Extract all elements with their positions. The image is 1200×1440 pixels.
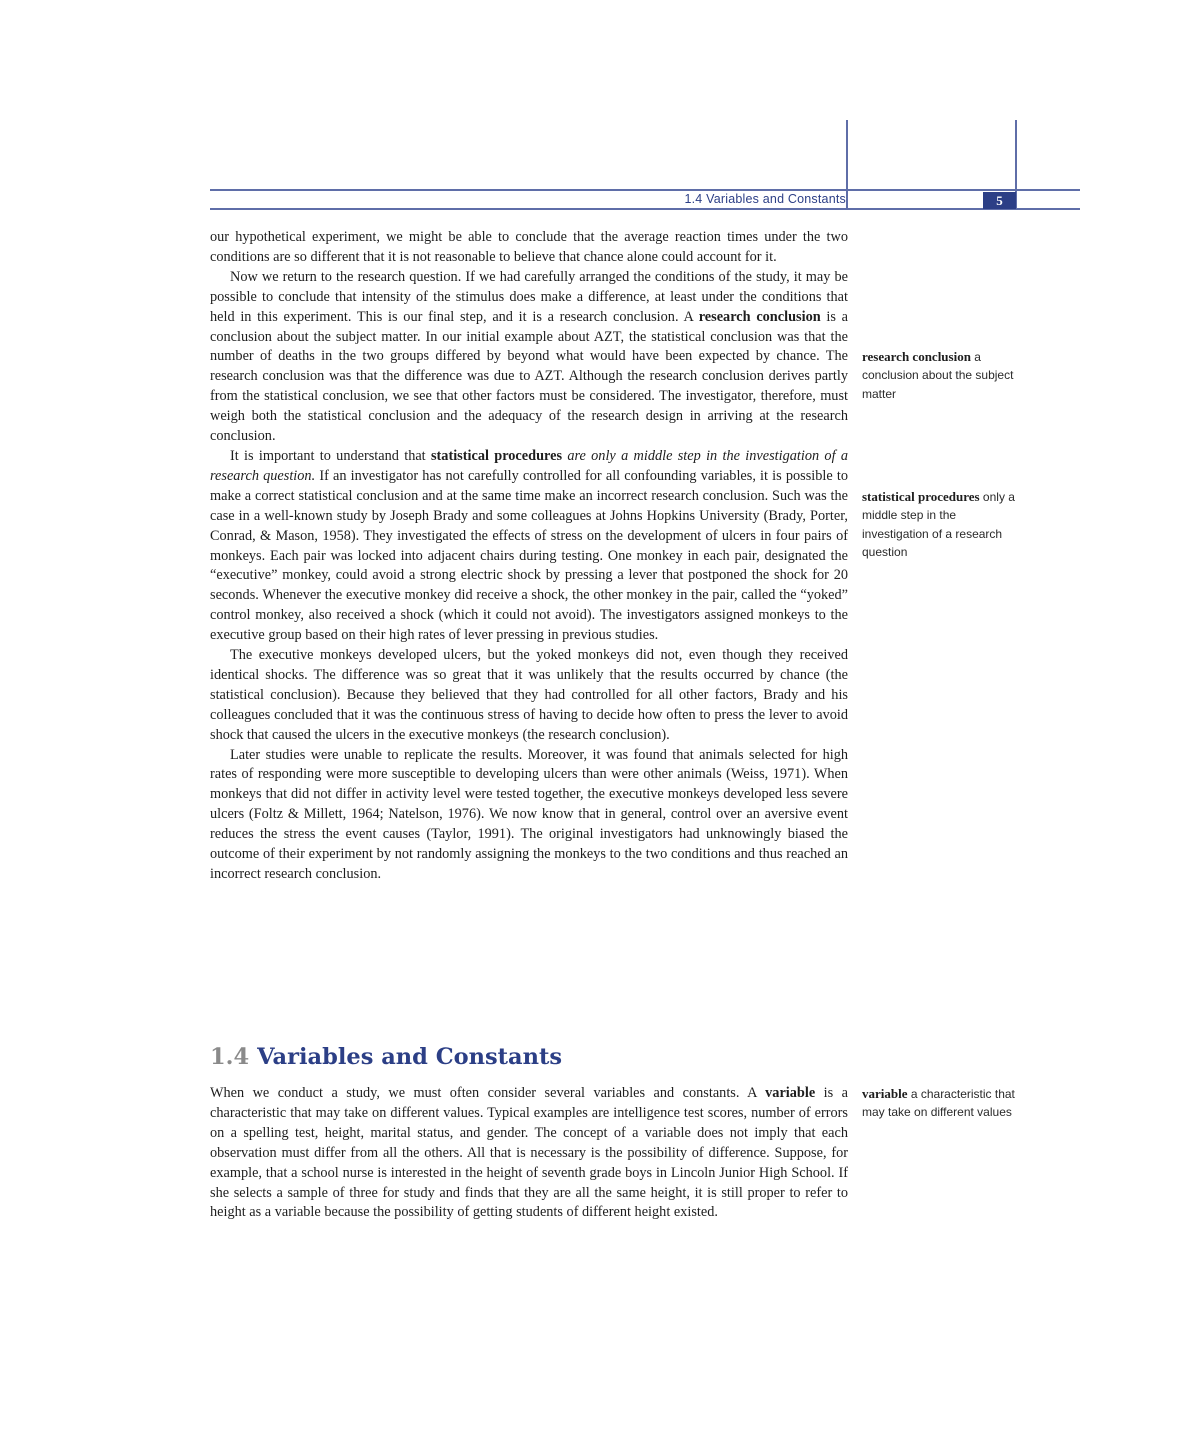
- paragraph-4: The executive monkeys developed ulcers, but the yoked monkeys did not, even though they received identical shocks. The difference was so great that it was unlikely that the results occurred by chance (the statistical conclusion). Because they believed that they had controlled for all other factors, Brady and his colleagues concluded that it was the continuous stress of having to decide how often to press the lever to avoid shock that caused the ulcers in the executive monkeys (the research conclusion).: [210, 647, 848, 743]
- paragraph-6-text-a: When we conduct a study, we must often consider several variables and constants. A: [210, 1085, 766, 1101]
- section-number: 1.4: [210, 1044, 250, 1070]
- page-number: 5: [983, 192, 1016, 209]
- paragraph-6: [210, 1084, 848, 1223]
- margin-note-statistical-procedures: [862, 488, 1022, 562]
- header-rule-vertical-left: [846, 120, 848, 210]
- section-heading: [210, 1044, 562, 1070]
- body-text-block: [210, 228, 848, 885]
- paragraph-1: our hypothetical experiment, we might be able to conclude that the average reaction times under the two conditions are so different that it is not reasonable to believe that chance alone could account for it.: [210, 229, 848, 265]
- section-title: Variables and Constants: [257, 1044, 563, 1070]
- header-rule-top: [210, 189, 1080, 191]
- section-body-text: [210, 1084, 848, 1223]
- paragraph-2-text-a: Now we return to the research question. If we had carefully arranged the conditions of the study, it may be possible to conclude that intensity of the stimulus does make a difference, at least under the conditions that held in this experiment. This is our final step, and it is a research conclusion. A: [210, 268, 848, 325]
- paragraph-3-text-b: If an investigator has not carefully controlled for all confounding variables, it is possible to make a correct statistical conclusion and at the same time make an incorrect research conclusion. Such was the case in a well-known study by Joseph Brady and some colleagues at Johns Hopkins University (Brady, Porter, Conrad, & Mason, 1958). They investigated the effects of stress on the development of ulcers in four pairs of monkeys. Each pair was locked into adjacent chairs during testing. One monkey in each pair, designated the “executive” monkey, could avoid a strong electric shock by pressing a lever that postponed the shock for 20 seconds. Whenever the executive monkey did receive a shock, the other monkey in the pair, called the “yoked” control monkey, also received a shock (which it could not avoid). The investigators assigned monkeys to the executive group based on their high rates of lever pressing in previous studies.: [210, 467, 849, 644]
- paragraph-2: [210, 268, 848, 447]
- margin-note-variable: [862, 1085, 1022, 1122]
- margin-term: research conclusion: [862, 349, 971, 364]
- header-rule-bottom: [210, 208, 1080, 210]
- margin-note-research-conclusion: [862, 348, 1022, 403]
- paragraph-3: [210, 447, 848, 646]
- running-head: 1.4 Variables and Constants: [684, 192, 846, 206]
- margin-definition: a characteristic that may take on different values: [862, 1087, 1015, 1120]
- margin-definition: a conclusion about the subject matter: [862, 350, 1014, 401]
- paragraph-5: Later studies were unable to replicate the results. Moreover, it was found that animals selected for high rates of responding were more susceptible to developing ulcers than were other animals (Weiss, 1971). When monkeys that did not differ in activity level were tested together, the executive monkeys developed less severe ulcers (Foltz & Millett, 1964; Natelson, 1976). We now know that in general, control over an aversive event reduces the stress the event causes (Taylor, 1991). The original investigators had unknowingly biased the outcome of their experiment by not randomly assigning the monkeys to the two conditions and thus reached an incorrect research conclusion.: [210, 746, 848, 882]
- term-research-conclusion: research conclusion: [698, 308, 821, 325]
- margin-term: variable: [862, 1086, 908, 1101]
- paragraph-6-text-b: is a characteristic that may take on different values. Typical examples are intelligence test scores, number of errors on a spelling test, height, marital status, and gender. The concept of a variable does not imply that each observation must differ from all the others. All that is necessary is the possibility of difference. Suppose, for example, that a school nurse is interested in the height of seventh grade boys in Lincoln Junior High School. If she selects a sample of three for study and finds that they are all the same height, it is still proper to refer to height as a variable because the possibility of getting students of different height existed.: [210, 1085, 849, 1221]
- paragraph-3-emphasis: are only a middle step in the investigation of a research question.: [210, 447, 848, 484]
- paragraph-2-text-b: is a conclusion about the subject matter. In our initial example about AZT, the statistical conclusion was that the number of deaths in the two groups differed by beyond what would have been expected by chance. The research conclusion was that the difference was due to AZT. Although the research conclusion derives partly from the statistical conclusion, we see that other factors must be considered. The investigator, therefore, must weigh both the statistical conclusion and the adequacy of the research design in arriving at the research conclusion.: [210, 308, 848, 445]
- paragraph-3-text-a: It is important to understand that: [230, 447, 431, 464]
- term-statistical-procedures: statistical procedures: [430, 447, 563, 464]
- margin-definition: only a middle step in the investigation of a research question: [862, 490, 1015, 560]
- margin-term: statistical procedures: [862, 489, 980, 504]
- term-variable: variable: [765, 1085, 816, 1101]
